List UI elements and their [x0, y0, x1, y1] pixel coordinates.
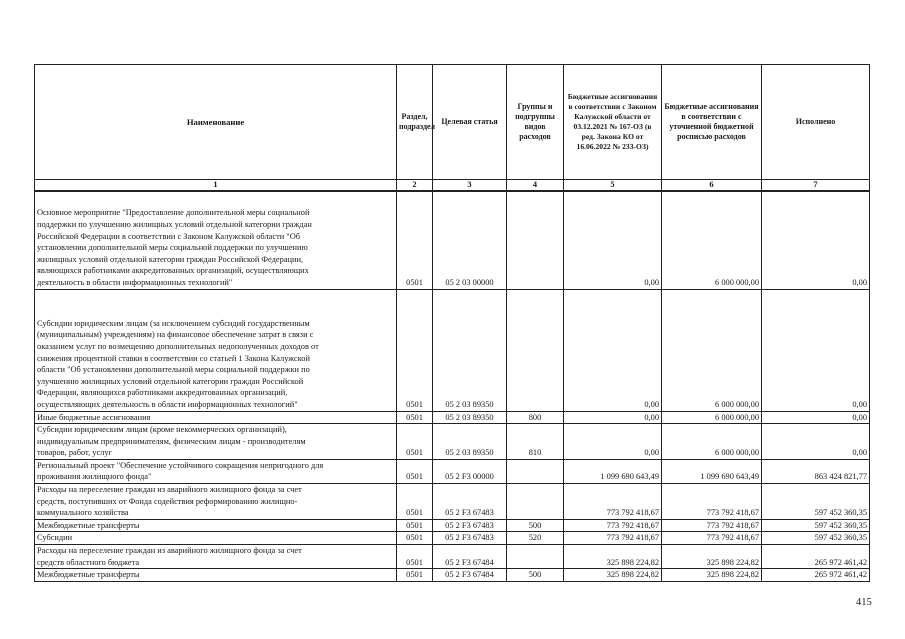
row-law-allocation-cell: 0,00 [564, 289, 662, 411]
row-law-allocation-cell: 773 792 418,67 [564, 519, 662, 532]
row-section-cell: 0501 [397, 519, 433, 532]
header-expense-group: Группы и подгруппы видов расходов [507, 65, 564, 180]
budget-execution-table [34, 64, 870, 582]
row-expense-group-cell: 500 [507, 569, 564, 582]
row-executed-cell: 597 452 360,35 [762, 532, 870, 545]
row-roster-allocation-cell: 325 898 224,82 [662, 569, 762, 582]
row-section-cell: 0501 [397, 545, 433, 569]
row-target-article-cell: 05 2 F3 67484 [433, 545, 507, 569]
table-row [35, 459, 870, 483]
row-name-cell: Межбюджетные трансферты [35, 519, 397, 532]
row-executed-cell: 863 424 821,77 [762, 459, 870, 483]
row-executed-cell: 265 972 461,42 [762, 569, 870, 582]
column-number: 5 [564, 180, 662, 192]
row-name-cell: Межбюджетные трансферты [35, 569, 397, 582]
row-expense-group-cell: 520 [507, 532, 564, 545]
row-law-allocation-cell: 773 792 418,67 [564, 532, 662, 545]
row-expense-group-cell [507, 545, 564, 569]
row-executed-cell: 0,00 [762, 411, 870, 424]
row-name-cell: Региональный проект "Обеспечение устойчивого сокращения непригодного для проживания жилищного фонда" [35, 459, 397, 483]
row-law-allocation-cell: 0,00 [564, 424, 662, 460]
row-target-article-cell: 05 2 03 89350 [433, 289, 507, 411]
row-expense-group-cell [507, 289, 564, 411]
table-row [35, 532, 870, 545]
header-roster-allocations: Бюджетные ассигнования в соответствии с уточненной бюджетной росписью расходов [662, 65, 762, 180]
row-target-article-cell: 05 2 03 89350 [433, 411, 507, 424]
row-expense-group-cell [507, 484, 564, 520]
row-executed-cell: 597 452 360,35 [762, 519, 870, 532]
column-number: 4 [507, 180, 564, 192]
row-target-article-cell: 05 2 03 00000 [433, 191, 507, 289]
column-number-row [35, 180, 870, 192]
row-roster-allocation-cell: 6 000 000,00 [662, 289, 762, 411]
table-row [35, 545, 870, 569]
row-section-cell: 0501 [397, 424, 433, 460]
row-roster-allocation-cell: 6 000 000,00 [662, 411, 762, 424]
column-number: 6 [662, 180, 762, 192]
row-roster-allocation-cell: 773 792 418,67 [662, 532, 762, 545]
header-executed: Исполнено [762, 65, 870, 180]
table-row [35, 569, 870, 582]
row-name-cell: Расходы на переселение граждан из аварийного жилищного фонда за счет средств областного бюджета [35, 545, 397, 569]
row-name-cell: Основное мероприятие "Предоставление дополнительной меры социальной поддержки по улучшению жилищных условий отдельной категории граждан Российской Федерации в соответствии с Законом Калужской области "Об установлении дополнительной меры социальной поддержки по улучшению жилищных условий отдельной категории граждан Российской Федерации, являющихся работниками аккредитованных организаций, осуществляющих деятельность в области информационных технологий" [35, 191, 397, 289]
row-law-allocation-cell: 325 898 224,82 [564, 569, 662, 582]
row-section-cell: 0501 [397, 459, 433, 483]
row-executed-cell: 265 972 461,42 [762, 545, 870, 569]
header-target-article: Целевая статья [433, 65, 507, 180]
row-expense-group-cell: 810 [507, 424, 564, 460]
row-name-cell: Субсидии юридическим лицам (за исключением субсидий государственным (муниципальным) учреждениям) на финансовое обеспечение затрат в связи с оказанием услуг по возмещению дополнительных недополученных доходов от снижения процентной ставки в соответствии со статьей 1 Закона Калужской области "Об установлении дополнительной меры социальной поддержки по улучшению жилищных условий отдельной категории граждан Российской Федерации, являющихся работниками аккредитованных организаций, осуществляющих деятельность в области информационных технологий" [35, 289, 397, 411]
row-section-cell: 0501 [397, 411, 433, 424]
row-section-cell: 0501 [397, 484, 433, 520]
header-law-allocations: Бюджетные ассигнования в соответствии с Законом Калужской области от 03.12.2021 № 167-ОЗ (в ред. Закона КО от 16.06.2022 № 233-ОЗ) [564, 65, 662, 180]
row-executed-cell: 597 452 360,35 [762, 484, 870, 520]
table-row [35, 289, 870, 411]
row-target-article-cell: 05 2 F3 67483 [433, 519, 507, 532]
header-name: Наименование [35, 65, 397, 180]
row-expense-group-cell [507, 459, 564, 483]
row-name-cell: Расходы на переселение граждан из аварийного жилищного фонда за счет средств, поступивших от Фонда содействия реформированию жилищно- коммунального хозяйства [35, 484, 397, 520]
row-expense-group-cell: 500 [507, 519, 564, 532]
budget-table-sheet [34, 64, 869, 582]
row-law-allocation-cell: 0,00 [564, 191, 662, 289]
column-number: 7 [762, 180, 870, 192]
row-section-cell: 0501 [397, 569, 433, 582]
row-roster-allocation-cell: 6 000 000,00 [662, 424, 762, 460]
row-executed-cell: 0,00 [762, 191, 870, 289]
table-row [35, 191, 870, 289]
table-header-row [35, 65, 870, 180]
table-row [35, 424, 870, 460]
row-expense-group-cell [507, 191, 564, 289]
row-target-article-cell: 05 2 F3 67483 [433, 484, 507, 520]
column-number: 2 [397, 180, 433, 192]
row-law-allocation-cell: 325 898 224,82 [564, 545, 662, 569]
header-section: Раздел, подраздел [397, 65, 433, 180]
row-name-cell: Субсидии юридическим лицам (кроме некоммерческих организаций), индивидуальным предпринимателям, физическим лицам - производителям товаров, работ, услуг [35, 424, 397, 460]
row-law-allocation-cell: 0,00 [564, 411, 662, 424]
row-roster-allocation-cell: 773 792 418,67 [662, 519, 762, 532]
row-name-cell: Иные бюджетные ассигнования [35, 411, 397, 424]
row-target-article-cell: 05 2 F3 67484 [433, 569, 507, 582]
row-section-cell: 0501 [397, 532, 433, 545]
column-number: 1 [35, 180, 397, 192]
row-section-cell: 0501 [397, 289, 433, 411]
row-name-cell: Субсидии [35, 532, 397, 545]
table-row [35, 411, 870, 424]
row-expense-group-cell: 800 [507, 411, 564, 424]
row-executed-cell: 0,00 [762, 289, 870, 411]
row-target-article-cell: 05 2 F3 00000 [433, 459, 507, 483]
table-row [35, 484, 870, 520]
row-roster-allocation-cell: 6 000 000,00 [662, 191, 762, 289]
row-law-allocation-cell: 1 099 690 643,49 [564, 459, 662, 483]
row-roster-allocation-cell: 325 898 224,82 [662, 545, 762, 569]
row-roster-allocation-cell: 1 099 690 643,49 [662, 459, 762, 483]
row-target-article-cell: 05 2 03 89350 [433, 424, 507, 460]
row-target-article-cell: 05 2 F3 67483 [433, 532, 507, 545]
table-row [35, 519, 870, 532]
row-roster-allocation-cell: 773 792 418,67 [662, 484, 762, 520]
row-section-cell: 0501 [397, 191, 433, 289]
row-executed-cell: 0,00 [762, 424, 870, 460]
page-number: 415 [856, 597, 872, 608]
row-law-allocation-cell: 773 792 418,67 [564, 484, 662, 520]
column-number: 3 [433, 180, 507, 192]
